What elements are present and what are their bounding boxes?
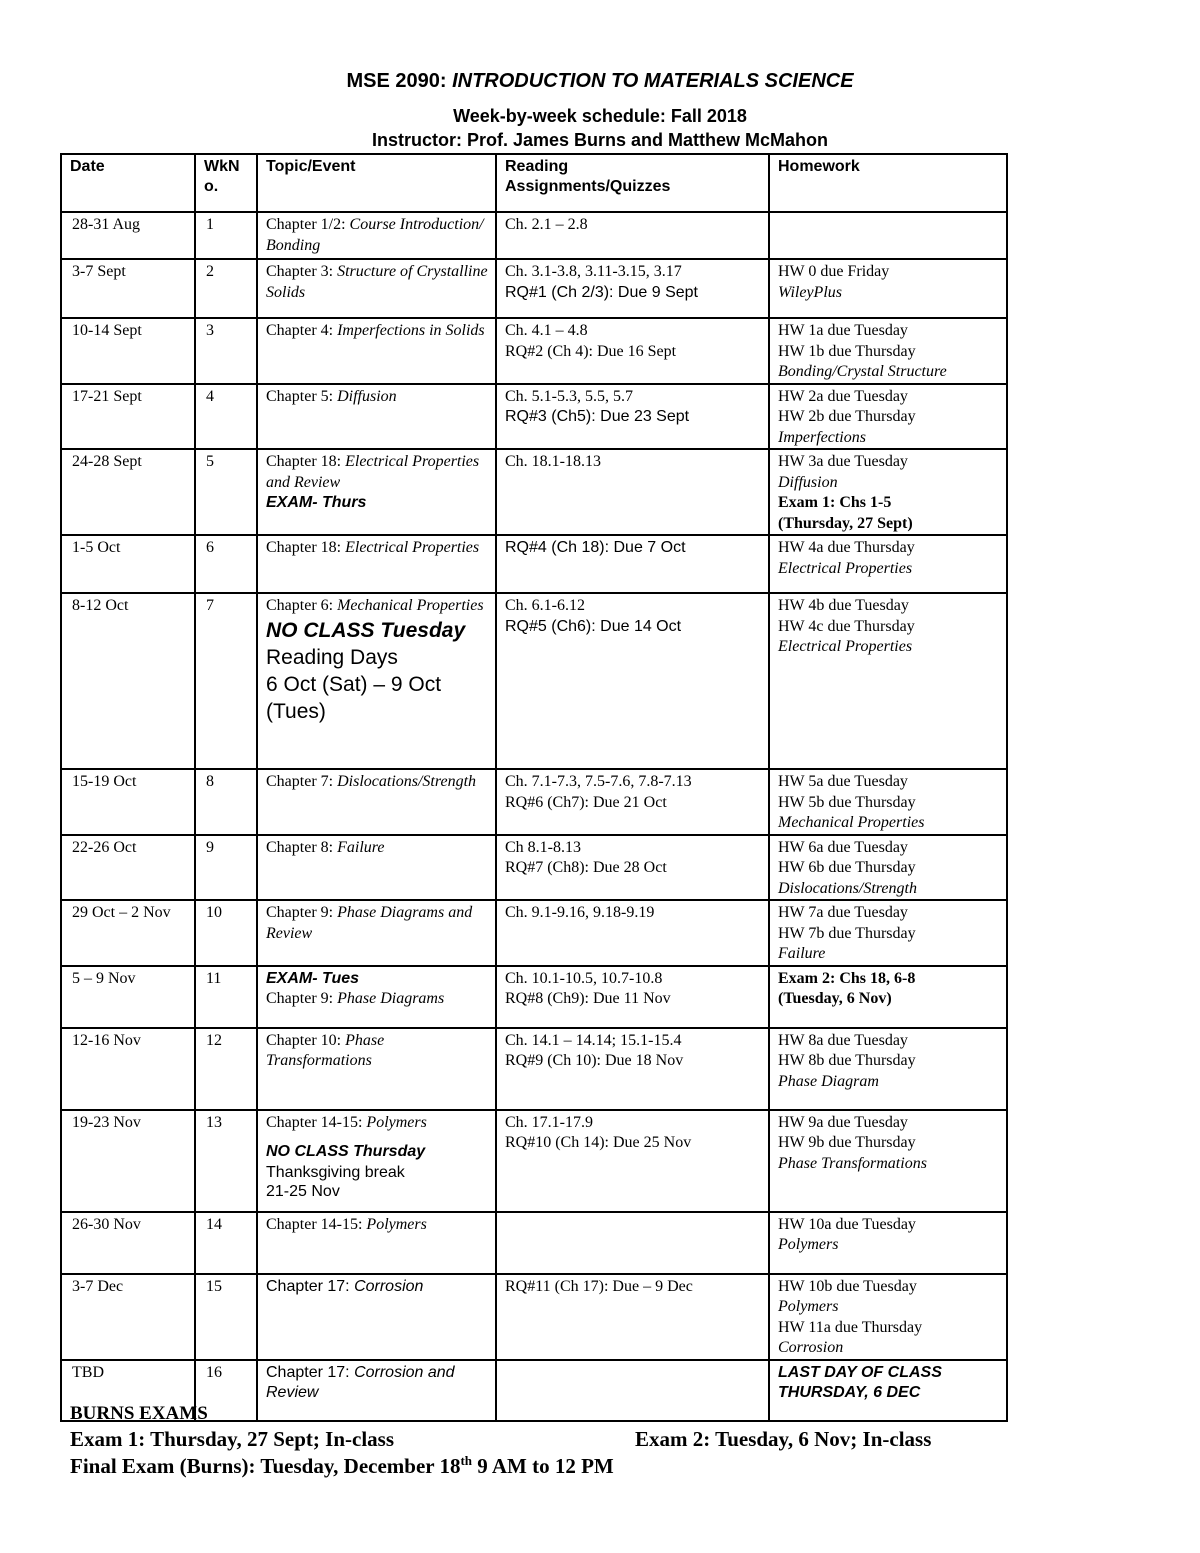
week-cell: 3 bbox=[195, 318, 257, 384]
col-header-date: Date bbox=[61, 154, 195, 212]
table-row bbox=[61, 900, 1007, 966]
reading-cell: Ch. 7.1-7.3, 7.5-7.6, 7.8-7.13 RQ#6 (Ch7): Due 21 Oct bbox=[496, 769, 769, 835]
table-row bbox=[61, 593, 1007, 769]
week-cell: 2 bbox=[195, 259, 257, 318]
exams-footer bbox=[70, 1402, 932, 1480]
homework-cell: HW 0 due Friday WileyPlus bbox=[769, 259, 1007, 318]
table-row bbox=[61, 212, 1007, 259]
reading-cell: RQ#4 (Ch 18): Due 7 Oct bbox=[496, 535, 769, 593]
week-cell: 14 bbox=[195, 1212, 257, 1274]
week-cell: 4 bbox=[195, 384, 257, 450]
date-cell: 15-19 Oct bbox=[61, 769, 195, 835]
table-row bbox=[61, 1028, 1007, 1110]
topic-cell: Chapter 4: Imperfections in Solids bbox=[257, 318, 496, 384]
schedule-subtitle: Week-by-week schedule: Fall 2018 bbox=[453, 106, 747, 126]
exam1-line: Exam 1: Thursday, 27 Sept; In-class bbox=[70, 1427, 395, 1451]
date-cell: 1-5 Oct bbox=[61, 535, 195, 593]
no-class-note: NO CLASS Tuesday bbox=[266, 618, 466, 642]
date-cell: 17-21 Sept bbox=[61, 384, 195, 450]
instructor-line: Instructor: Prof. James Burns and Matthew McMahon bbox=[371, 130, 829, 150]
date-cell: 3-7 Dec bbox=[61, 1274, 195, 1360]
reading-cell: Ch. 3.1-3.8, 3.11-3.15, 3.17 RQ#1 (Ch 2/3): Due 9 Sept bbox=[496, 259, 769, 318]
exam-note: EXAM- Tues bbox=[266, 969, 360, 987]
final-exam-line: Final Exam (Burns): Tuesday, December 18th 9 AM to 12 PM bbox=[70, 1453, 614, 1478]
homework-cell: HW 3a due Tuesday Diffusion Exam 1: Chs 1-5 (Thursday, 27 Sept) bbox=[769, 449, 1007, 535]
topic-cell: Chapter 17: Corrosion bbox=[257, 1274, 496, 1360]
date-cell: 22-26 Oct bbox=[61, 835, 195, 901]
col-header-reading: Reading Assignments/Quizzes bbox=[496, 154, 769, 212]
homework-cell bbox=[769, 212, 1007, 259]
topic-cell: Chapter 18: Electrical Properties and Review EXAM- Thurs bbox=[257, 449, 496, 535]
week-cell: 1 bbox=[195, 212, 257, 259]
homework-cell: HW 6a due Tuesday HW 6b due Thursday Dislocations/Strength bbox=[769, 835, 1007, 901]
week-cell: 9 bbox=[195, 835, 257, 901]
homework-cell: HW 4b due Tuesday HW 4c due Thursday Electrical Properties bbox=[769, 593, 1007, 769]
exam2-line: Exam 2: Tuesday, 6 Nov; In-class bbox=[635, 1427, 932, 1451]
date-cell: 8-12 Oct bbox=[61, 593, 195, 769]
col-header-week: WkN o. bbox=[195, 154, 257, 212]
col-header-homework: Homework bbox=[769, 154, 1007, 212]
date-cell: 10-14 Sept bbox=[61, 318, 195, 384]
homework-cell: HW 4a due Thursday Electrical Properties bbox=[769, 535, 1007, 593]
topic-cell: Chapter 1/2: Course Introduction/ Bonding bbox=[257, 212, 496, 259]
topic-cell: Chapter 6: Mechanical Properties NO CLASS Tuesday Reading Days 6 Oct (Sat) – 9 Oct (Tues) bbox=[257, 593, 496, 769]
topic-cell: EXAM- Tues Chapter 9: Phase Diagrams bbox=[257, 966, 496, 1028]
week-cell: 16 bbox=[195, 1360, 257, 1421]
course-code: MSE 2090: bbox=[346, 70, 447, 92]
homework-cell: HW 7a due Tuesday HW 7b due Thursday Failure bbox=[769, 900, 1007, 966]
reading-cell: Ch. 14.1 – 14.14; 15.1-15.4 RQ#9 (Ch 10): Due 18 Nov bbox=[496, 1028, 769, 1110]
exam-note: EXAM- Thurs bbox=[266, 494, 367, 511]
footer-heading: BURNS EXAMS bbox=[70, 1403, 208, 1424]
table-row bbox=[61, 966, 1007, 1028]
topic-cell: Chapter 14-15: Polymers NO CLASS Thursday Thanksgiving break 21-25 Nov bbox=[257, 1110, 496, 1212]
date-cell: 26-30 Nov bbox=[61, 1212, 195, 1274]
schedule-table bbox=[60, 153, 1008, 1422]
topic-cell: Chapter 7: Dislocations/Strength bbox=[257, 769, 496, 835]
table-row bbox=[61, 259, 1007, 318]
table-row bbox=[61, 1212, 1007, 1274]
week-cell: 15 bbox=[195, 1274, 257, 1360]
course-title: INTRODUCTION TO MATERIALS SCIENCE bbox=[452, 70, 854, 92]
document-title bbox=[0, 70, 1200, 93]
week-cell: 5 bbox=[195, 449, 257, 535]
no-class-note: NO CLASS Thursday bbox=[266, 1143, 426, 1160]
date-cell: 29 Oct – 2 Nov bbox=[61, 900, 195, 966]
topic-cell: Chapter 8: Failure bbox=[257, 835, 496, 901]
week-cell: 12 bbox=[195, 1028, 257, 1110]
table-row bbox=[61, 384, 1007, 450]
topic-cell: Chapter 17: Corrosion and Review bbox=[257, 1360, 496, 1421]
reading-cell: Ch. 9.1-9.16, 9.18-9.19 bbox=[496, 900, 769, 966]
reading-cell: Ch. 17.1-17.9 RQ#10 (Ch 14): Due 25 Nov bbox=[496, 1110, 769, 1212]
table-row bbox=[61, 1110, 1007, 1212]
week-cell: 8 bbox=[195, 769, 257, 835]
week-cell: 10 bbox=[195, 900, 257, 966]
reading-cell: Ch 8.1-8.13 RQ#7 (Ch8): Due 28 Oct bbox=[496, 835, 769, 901]
reading-cell: Ch. 18.1-18.13 bbox=[496, 449, 769, 535]
table-row bbox=[61, 769, 1007, 835]
reading-cell: Ch. 5.1-5.3, 5.5, 5.7 RQ#3 (Ch5): Due 23 Sept bbox=[496, 384, 769, 450]
table-row bbox=[61, 1274, 1007, 1360]
week-cell: 7 bbox=[195, 593, 257, 769]
date-cell: 28-31 Aug bbox=[61, 212, 195, 259]
date-cell: 24-28 Sept bbox=[61, 449, 195, 535]
topic-cell: Chapter 14-15: Polymers bbox=[257, 1212, 496, 1274]
table-row bbox=[61, 535, 1007, 593]
week-cell: 6 bbox=[195, 535, 257, 593]
homework-cell: HW 1a due Tuesday HW 1b due Thursday Bonding/Crystal Structure bbox=[769, 318, 1007, 384]
reading-cell: Ch. 10.1-10.5, 10.7-10.8 RQ#8 (Ch9): Due 11 Nov bbox=[496, 966, 769, 1028]
topic-cell: Chapter 10: Phase Transformations bbox=[257, 1028, 496, 1110]
table-row bbox=[61, 835, 1007, 901]
homework-cell: Exam 2: Chs 18, 6-8 (Tuesday, 6 Nov) bbox=[769, 966, 1007, 1028]
week-cell: 11 bbox=[195, 966, 257, 1028]
reading-cell: Ch. 2.1 – 2.8 bbox=[496, 212, 769, 259]
table-row bbox=[61, 318, 1007, 384]
topic-cell: Chapter 18: Electrical Properties bbox=[257, 535, 496, 593]
homework-cell: HW 5a due Tuesday HW 5b due Thursday Mechanical Properties bbox=[769, 769, 1007, 835]
reading-cell: Ch. 4.1 – 4.8 RQ#2 (Ch 4): Due 16 Sept bbox=[496, 318, 769, 384]
homework-cell: HW 9a due Tuesday HW 9b due Thursday Phase Transformations bbox=[769, 1110, 1007, 1212]
date-cell: 19-23 Nov bbox=[61, 1110, 195, 1212]
topic-cell: Chapter 3: Structure of Crystalline Solids bbox=[257, 259, 496, 318]
homework-cell: HW 10b due Tuesday Polymers HW 11a due Thursday Corrosion bbox=[769, 1274, 1007, 1360]
col-header-topic: Topic/Event bbox=[257, 154, 496, 212]
homework-cell: HW 10a due Tuesday Polymers bbox=[769, 1212, 1007, 1274]
date-cell: 3-7 Sept bbox=[61, 259, 195, 318]
table-row bbox=[61, 449, 1007, 535]
reading-cell: Ch. 6.1-6.12 RQ#5 (Ch6): Due 14 Oct bbox=[496, 593, 769, 769]
homework-cell: HW 8a due Tuesday HW 8b due Thursday Phase Diagram bbox=[769, 1028, 1007, 1110]
date-cell: 5 – 9 Nov bbox=[61, 966, 195, 1028]
homework-cell: HW 2a due Tuesday HW 2b due Thursday Imperfections bbox=[769, 384, 1007, 450]
reading-cell bbox=[496, 1212, 769, 1274]
topic-cell: Chapter 5: Diffusion bbox=[257, 384, 496, 450]
table-header-row bbox=[61, 154, 1007, 212]
week-cell: 13 bbox=[195, 1110, 257, 1212]
date-cell: TBD bbox=[61, 1360, 195, 1421]
topic-cell: Chapter 9: Phase Diagrams and Review bbox=[257, 900, 496, 966]
homework-cell: LAST DAY OF CLASS THURSDAY, 6 DEC bbox=[769, 1360, 1007, 1421]
reading-cell: RQ#11 (Ch 17): Due – 9 Dec bbox=[496, 1274, 769, 1360]
date-cell: 12-16 Nov bbox=[61, 1028, 195, 1110]
